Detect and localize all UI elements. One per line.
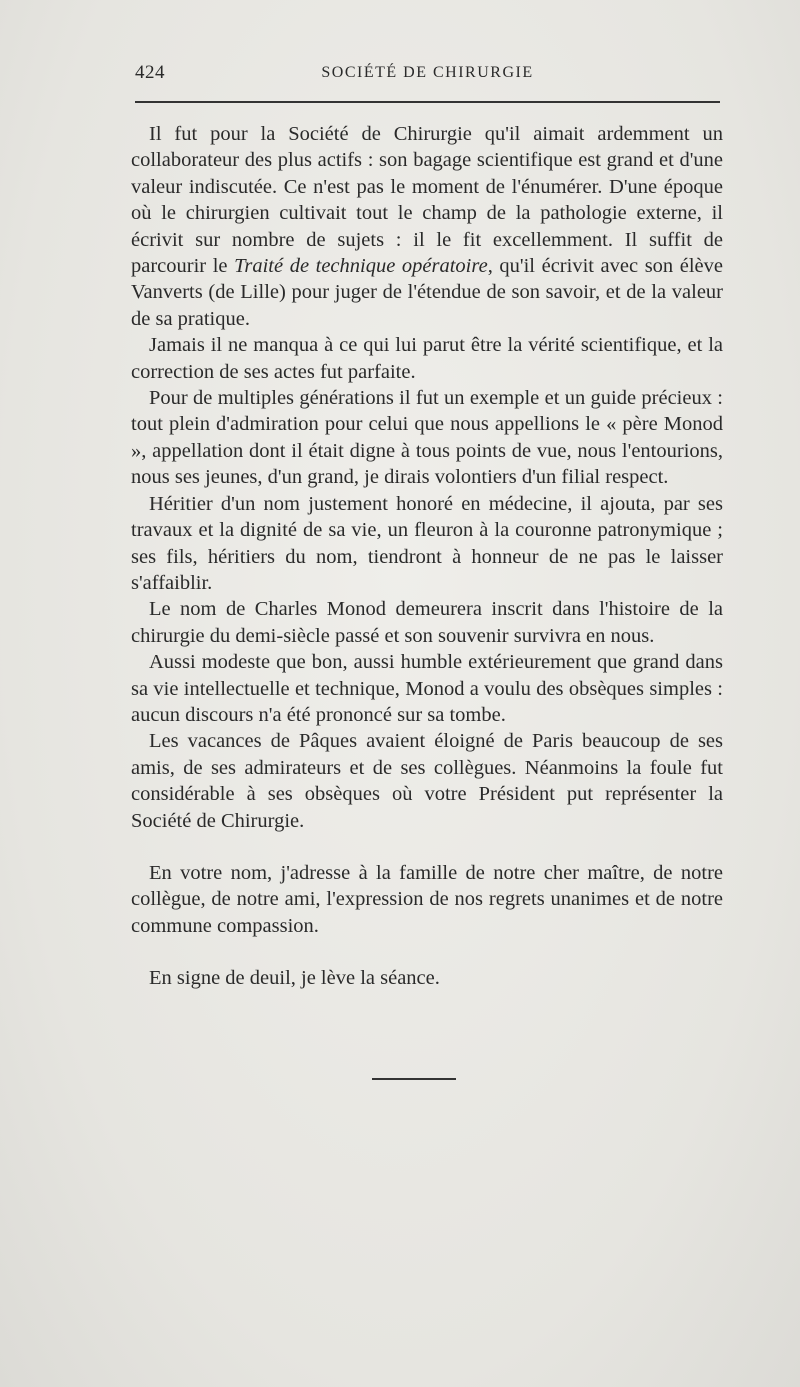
paragraph-5: Le nom de Charles Monod demeurera inscrit dans l'histoire de la chirurgie du demi-siècle passé et son souvenir survivra en nous. [131, 598, 723, 647]
paragraph-4: Héritier d'un nom justement honoré en médecine, il ajouta, par ses travaux et la dignité de sa vie, un fleuron à la couronne patronymique ; ses fils, héritiers du nom, tiendront à honneur de ne pas le laisser s'affaiblir. [131, 492, 723, 594]
paragraph-3: Pour de multiples générations il fut un exemple et un guide précieux : tout plein d'admiration pour celui que nous appellions le « père Monod », appellation dont il était digne à tous points de vue, nous l'entourions, nous ses jeunes, d'un grand, je dirais volontiers d'un filial respect. [131, 387, 723, 489]
paragraph-7: Les vacances de Pâques avaient éloigné de Paris beaucoup de ses amis, de ses admirateurs et de ses collègues. Néanmoins la foule fut considérable à ses obsèques où votre Président put représenter la Société de Chirurgie. [131, 730, 723, 832]
header-rule [135, 101, 720, 103]
running-title: SOCIÉTÉ DE CHIRURGIE [321, 64, 534, 81]
paragraph-1 [131, 121, 723, 332]
body-text [131, 121, 723, 992]
paragraph-8: En votre nom, j'adresse à la famille de notre cher maître, de notre collègue, de notre ami, l'expression de nos regrets unanimes et de notre commune compassion. [131, 861, 723, 937]
paragraph-2: Jamais il ne manqua à ce qui lui parut être la vérité scientifique, et la correction de ses actes fut parfaite. [131, 334, 723, 383]
page-number: 424 [135, 62, 165, 83]
end-rule [372, 1078, 456, 1080]
paragraph-1-start: Il fut pour la Société de Chirurgie qu'il aimait ardemment un collaborateur des plus actifs : son bagage scientifique est grand et d'une valeur indiscutée. Ce n'est pas le moment de l'énumérer. D'une époque où le chirurgien cultivait tout le champ de la pathologie externe, il écrivit sur nombre de sujets : il le fit excellemment. Il suffit de parcourir le [131, 123, 723, 278]
paragraph-6: Aussi modeste que bon, aussi humble extérieurement que grand dans sa vie intellectuelle et technique, Monod a voulu des obsèques simples : aucun discours n'a été prononcé sur sa tombe. [131, 651, 723, 726]
page-header [135, 62, 720, 88]
book-title: Traité de technique opératoire [234, 255, 488, 278]
paragraph-1-end: , qu'il écrivit avec son élève Vanverts (de Lille) pour juger de l'étendue de son savoir, et de la valeur de sa pratique. [131, 255, 724, 330]
closing-line: En signe de deuil, je lève la séance. [149, 967, 440, 990]
